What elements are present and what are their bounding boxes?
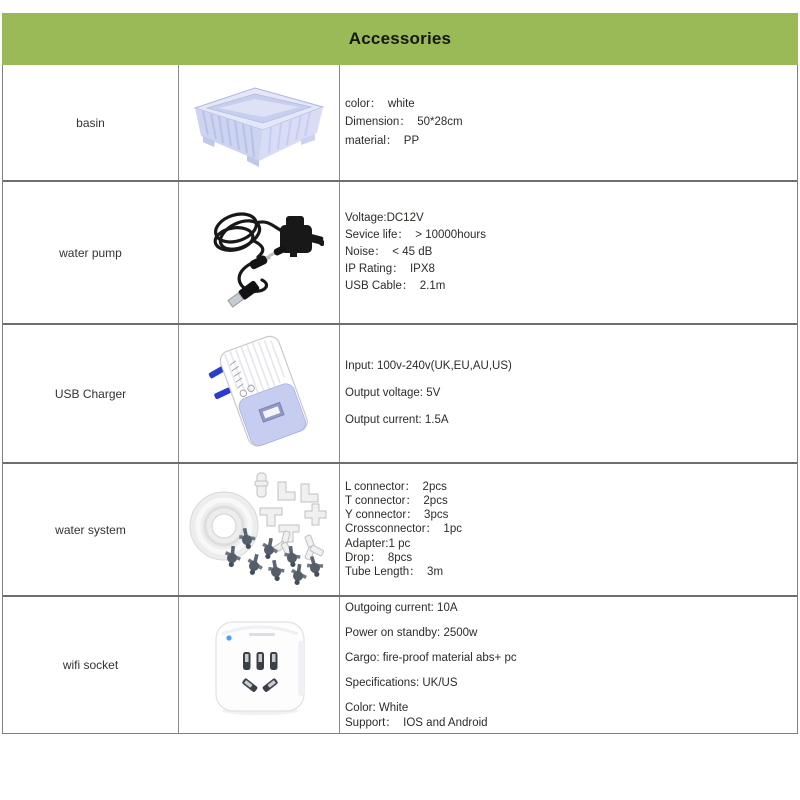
table-row-usb-charger: [3, 323, 797, 462]
spec-line: IP Rating： IPX8: [345, 263, 435, 275]
spec-line: material： PP: [345, 134, 420, 147]
product-name-cell: [3, 464, 179, 595]
spec-line: T connector： 2pcs: [345, 494, 448, 507]
table-title-bar: [2, 13, 798, 65]
wifi-socket-photo: [202, 613, 317, 718]
spec-line: Color: White: [345, 701, 409, 714]
product-name: water system: [55, 522, 126, 537]
product-name-cell: [3, 65, 179, 180]
spec-line: Output current: 1.5A: [345, 414, 449, 426]
usb-charger-photo: [192, 330, 327, 457]
table-row-water-system: [3, 462, 797, 595]
table-row-water-pump: [3, 180, 797, 323]
spec-line: L connector： 2pcs: [345, 480, 447, 493]
spec-line: Sevice life： > 10000hours: [345, 229, 486, 241]
product-name-cell: [3, 325, 179, 462]
product-name-cell: [3, 182, 179, 323]
spec-line: Support： IOS and Android: [345, 716, 488, 729]
spec-line: Adapter:1 pc: [345, 537, 411, 550]
product-specs-cell: [340, 182, 797, 323]
spec-line: Power on standby: 2500w: [345, 626, 478, 639]
spec-line: Output voltage: 5V: [345, 387, 441, 399]
spec-line: Y connector： 3pcs: [345, 509, 449, 522]
product-specs-cell: [340, 597, 797, 733]
spec-line: Cargo: fire-proof material abs+ pc: [345, 651, 517, 664]
product-specs-cell: [340, 65, 797, 180]
product-image-cell: [179, 182, 340, 323]
spec-line: Drop： 8pcs: [345, 551, 413, 564]
product-image-cell: [179, 325, 340, 462]
product-image-cell: [179, 65, 340, 180]
product-name: water pump: [59, 245, 122, 260]
product-image-cell: [179, 464, 340, 595]
product-specs-cell: [340, 325, 797, 462]
product-name-cell: [3, 597, 179, 733]
water-system-photo: [184, 470, 334, 590]
spec-line: Input: 100v-240v(UK,EU,AU,US): [345, 360, 512, 372]
spec-line: Noise： < 45 dB: [345, 246, 433, 258]
product-name: wifi socket: [62, 658, 119, 672]
spec-line: USB Cable： 2.1m: [345, 280, 446, 292]
spec-line: Dimension： 50*28cm: [345, 116, 463, 129]
spec-line: Specifications: UK/US: [345, 676, 458, 689]
spec-line: color： white: [345, 97, 415, 110]
water-pump-photo: [194, 195, 324, 310]
table-row-wifi-socket: [3, 595, 797, 733]
spec-line: Outgoing current: 10A: [345, 601, 458, 614]
spec-line: Crossconnector： 1pc: [345, 523, 462, 536]
page-title: Accessories: [348, 29, 452, 48]
product-image-cell: [179, 597, 340, 733]
accessories-table: [2, 65, 798, 734]
product-specs-cell: [340, 464, 797, 595]
product-name: basin: [76, 115, 105, 130]
basin-photo: [189, 77, 329, 169]
spec-line: Tube Length： 3m: [345, 566, 444, 578]
spec-line: Voltage:DC12V: [345, 212, 424, 224]
product-name: USB Charger: [54, 386, 127, 401]
table-row-basin: [3, 65, 797, 180]
